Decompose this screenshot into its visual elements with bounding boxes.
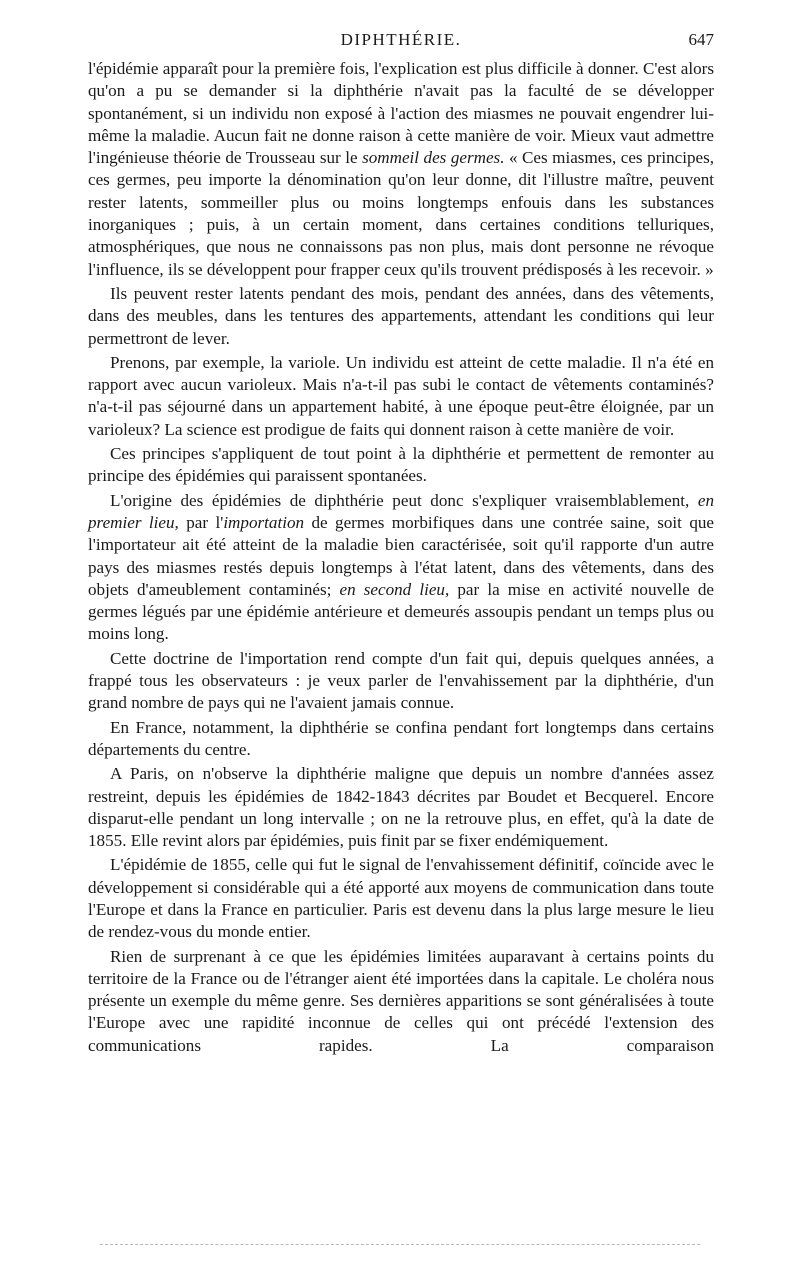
text-segment: par l' [178, 512, 224, 532]
paragraph [88, 648, 714, 715]
text-segment: de germes morbifiques dans une contrée saine, soit que l'importateur ait été atteint de la maladie bien caractérisée, soit qu'il rapporte d'un autre pays des miasmes restés depuis longtemps à l'état latent, dans des vêtements, dans des objets d'ameublement contaminés; [88, 512, 714, 599]
text-segment: Ces principes s'appliquent de tout point à la diphthérie et permettent de remonter au principe des épidémies qui paraissent spontanées. [88, 444, 714, 486]
page-number: 647 [688, 30, 714, 49]
running-title: DIPHTHÉRIE. [340, 30, 462, 49]
text-segment: A Paris, on n'observe la diphthérie maligne que depuis un nombre d'années assez restreint, depuis les épidémies de 1842-1843 décrites par Boudet et Becquerel. Encore disparut-elle pendant un long intervalle ; on ne la retrouve plus, en effet, qu'à la date de 1855. Elle revint alors par épidémies, puis finit par se fixer endémiquement. [88, 764, 714, 851]
body-text [88, 58, 714, 1059]
page-header [88, 30, 714, 56]
paragraph [88, 443, 714, 488]
paragraph [88, 58, 714, 281]
text-segment: « Ces miasmes, ces principes, ces germes, peu importe la dénomination qu'on leur donne, dit l'illustre maître, peuvent rester latents, sommeiller plus ou moins longtemps enfouis dans les substances inorganiques ; puis, à un certain moment, dans certaines conditions telluriques, atmosphériques, que nous ne connaissons pas non plus, mais dont personne ne révoque l'influence, ils se développent pour frapper ceux qu'ils trouvent prédisposés à les recevoir. » [88, 148, 715, 279]
paragraph [88, 352, 714, 441]
paragraph [88, 854, 714, 943]
bottom-dashed-rule [100, 1244, 700, 1245]
paragraph [88, 946, 714, 1057]
paragraph [88, 490, 714, 646]
paragraph [88, 717, 714, 762]
text-segment: L'épidémie de 1855, celle qui fut le signal de l'envahissement définitif, coïncide avec le développement si considérable qui a été apporté aux moyens de communication dans toute l'Europe et dans la France en particulier. Paris est devenu dans la plus large mesure le lieu de rendez-vous du monde entier. [88, 855, 714, 942]
italic-text: en premier lieu, [88, 490, 714, 532]
text-segment: Rien de surprenant à ce que les épidémies limitées auparavant à certains points du territoire de la France ou de l'étranger aient été importées dans la capitale. Le choléra nous présente un exemple du même genre. Ses dernières apparitions se sont généralisées à toute l'Europe avec une rapidité inconnue de celles qui ont précédé l'extension des communications rapides. La comparaison [88, 946, 714, 1055]
text-segment: L'origine des épidémies de diphthérie peut donc s'expliquer vraisemblablement, [110, 490, 698, 510]
text-segment: Prenons, par exemple, la variole. Un individu est atteint de cette maladie. Il n'a été en rapport avec aucun varioleux. Mais n'a-t-il pas subi le contact de vêtements contaminés? n'a-t-il pas séjourné dans un appartement habité, à une époque peut-être éloignée, par un varioleux? La science est prodigue de faits qui donnent raison à cette manière de voir. [88, 352, 714, 439]
text-segment: l'épidémie apparaît pour la première fois, l'explication est plus difficile à donner. C'est alors qu'on a pu se demander si la diphthérie n'avait pas la faculté de se développer spontanément, si un individu non exposé à l'action des miasmes ne pouvait engendrer lui-même la maladie. Aucun fait ne donne raison à cette manière de voir. Mieux vaut admettre l'ingénieuse théorie de Trousseau sur le [88, 59, 714, 168]
italic-text: en second lieu, [339, 579, 450, 599]
italic-text: sommeil des germes. [362, 148, 505, 168]
text-segment: Ils peuvent rester latents pendant des mois, pendant des années, dans des vêtements, dans des meubles, dans les tentures des appartements, attendant les conditions qui leur permettront de lever. [88, 283, 714, 348]
italic-text: importation [223, 512, 305, 532]
text-segment: En France, notamment, la diphthérie se confina pendant fort longtemps dans certains départements du centre. [88, 717, 714, 759]
text-segment: par la mise en activité nouvelle de germes légués par une épidémie antérieure et demeurés assoupis pendant un temps plus ou moins long. [88, 579, 714, 644]
paragraph [88, 763, 714, 852]
text-segment: Cette doctrine de l'importation rend compte d'un fait qui, depuis quelques années, a frappé tous les observateurs : je veux parler de l'envahissement par la diphthérie, d'un grand nombre de pays qui ne l'avaient jamais connue. [88, 648, 714, 713]
paragraph [88, 283, 714, 350]
